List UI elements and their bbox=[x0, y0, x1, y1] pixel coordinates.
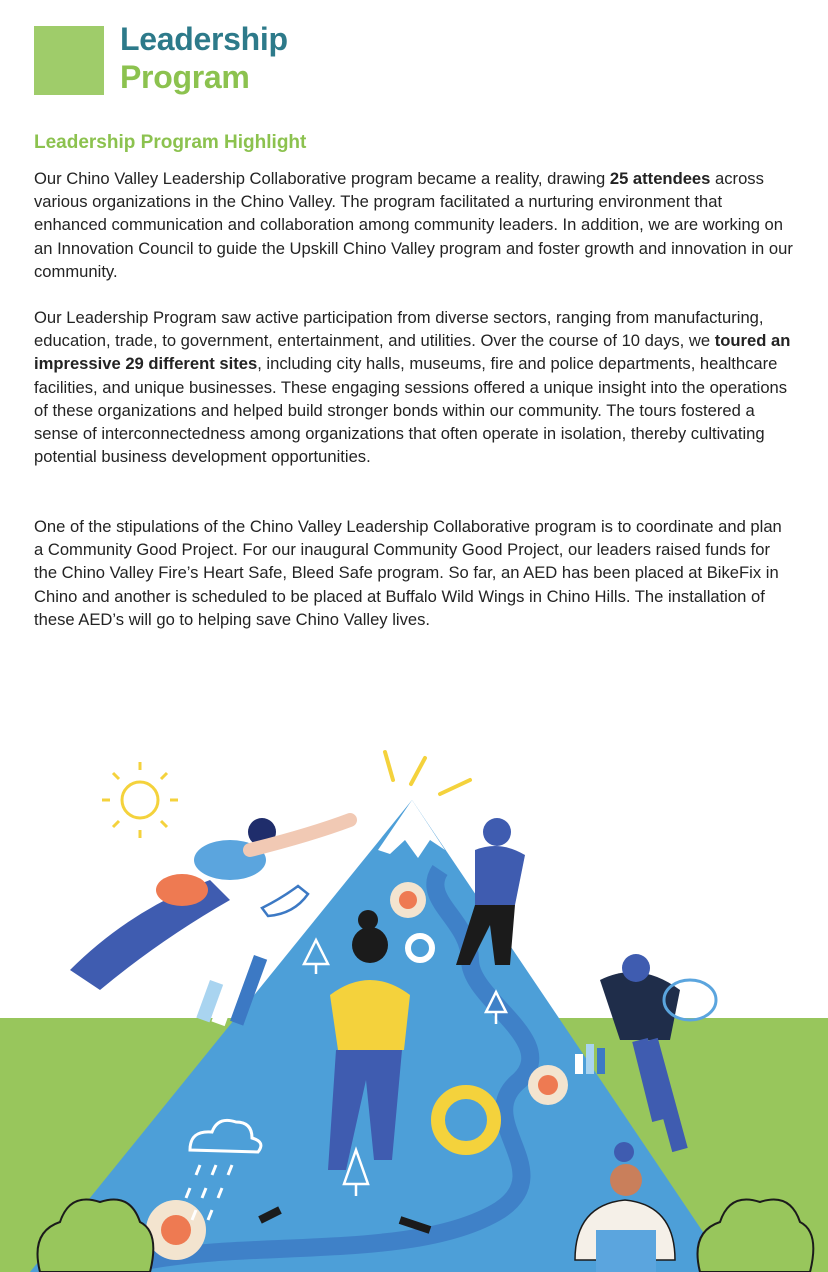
title-line-1: Leadership bbox=[120, 21, 288, 57]
header-accent-block bbox=[34, 26, 104, 95]
p1-text-b: across various organizations in the Chino Valley. The program facilitated a nurturing environment that enhanced communication and collaboration among community leaders. In addition, we are working on an Innovation Council to guide the Upskill Chino Valley program and foster growth and innovation in our community. bbox=[34, 169, 793, 281]
page-title bbox=[120, 20, 288, 96]
section-heading: Leadership Program Highlight bbox=[34, 132, 307, 153]
sun-icon bbox=[102, 762, 178, 838]
leadership-illustration bbox=[0, 740, 828, 1272]
paragraph-1 bbox=[34, 167, 794, 283]
p1-text-a: Our Chino Valley Leadership Collaborative program became a reality, drawing bbox=[34, 169, 610, 188]
bird-icon bbox=[262, 886, 308, 916]
title-line-2: Program bbox=[120, 59, 250, 95]
paragraph-3: One of the stipulations of the Chino Valley Leadership Collaborative program is to coordinate and plan a Community Good Project. For our inaugural Community Good Project, our leaders raised funds for the Chino Valley Fire’s Heart Safe, Bleed Safe program. So far, an AED has been placed at BikeFix in Chino and another is scheduled to be placed at Buffalo Wild Wings in Chino Hills. The installation of these AED’s will go to helping save Chino Valley lives. bbox=[34, 517, 782, 629]
p1-bold: 25 attendees bbox=[609, 169, 711, 188]
peak-rays bbox=[385, 752, 470, 794]
p2-bold: toured an impressive 29 different sites bbox=[34, 331, 791, 374]
paragraph-2 bbox=[34, 306, 794, 468]
p2-text-b: , including city halls, museums, fire and police departments, healthcare facilities, and unique businesses. These engaging sessions offered a unique insight into the operations of these organizations and helped build stronger bonds within our community. The tours fostered a sense of interconnectedness among organizations that often operate in isolation, thereby cultivating potential business development opportunities. bbox=[34, 354, 788, 467]
p2-text-a: Our Leadership Program saw active participation from diverse sectors, ranging from manufacturing, education, trade, to government, entertainment, and utilities. Over the course of 10 days, we bbox=[34, 308, 764, 351]
